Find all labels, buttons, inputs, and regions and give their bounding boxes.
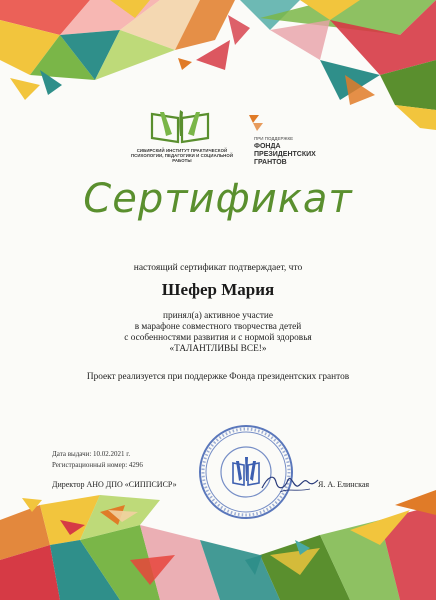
fund-name-line2: ПРЕЗИДЕНТСКИХ — [254, 151, 316, 158]
director-signature — [258, 470, 320, 496]
signer-name: Я. А. Елинская — [318, 480, 370, 489]
fund-name-line3: ГРАНТОВ — [254, 159, 287, 166]
director-title: Директор АНО ДПО «СИППСИСР» — [52, 480, 177, 489]
recipient-name: Шефер Мария — [161, 280, 275, 299]
fund-logo — [245, 111, 267, 133]
confirm-text: настоящий сертификат подтверждает, что — [133, 263, 303, 273]
participation-line-3: с особенностями развития и с нормой здоровья — [124, 333, 312, 343]
registration-number: Регистрационный номер: 4296 — [52, 461, 143, 469]
issue-date: Дата выдачи: 10.02.2021 г. — [52, 450, 131, 458]
support-text: Проект реализуется при поддержке Фонда президентских грантов — [86, 372, 350, 382]
institute-name: СИБИРСКИЙ ИНСТИТУТ ПРАКТИЧЕСКОЙ ПСИХОЛОГИИ, ПЕДАГОГИКИ И СОЦИАЛЬНОЙ РАБОТЫ — [130, 148, 234, 163]
participation-line-1: принял(а) активное участие — [162, 311, 273, 321]
fund-caption: ПРИ ПОДДЕРЖКЕ — [254, 136, 294, 141]
participation-line-2: в марафоне совместного творчества детей — [134, 322, 302, 332]
marathon-name: «ТАЛАНТЛИВЫ ВСЕ!» — [169, 344, 267, 354]
fund-name-line1: ФОНДА — [254, 143, 281, 150]
fund-name — [254, 143, 316, 167]
certificate-title: Сертификат — [83, 176, 353, 222]
institute-logo — [148, 108, 212, 144]
